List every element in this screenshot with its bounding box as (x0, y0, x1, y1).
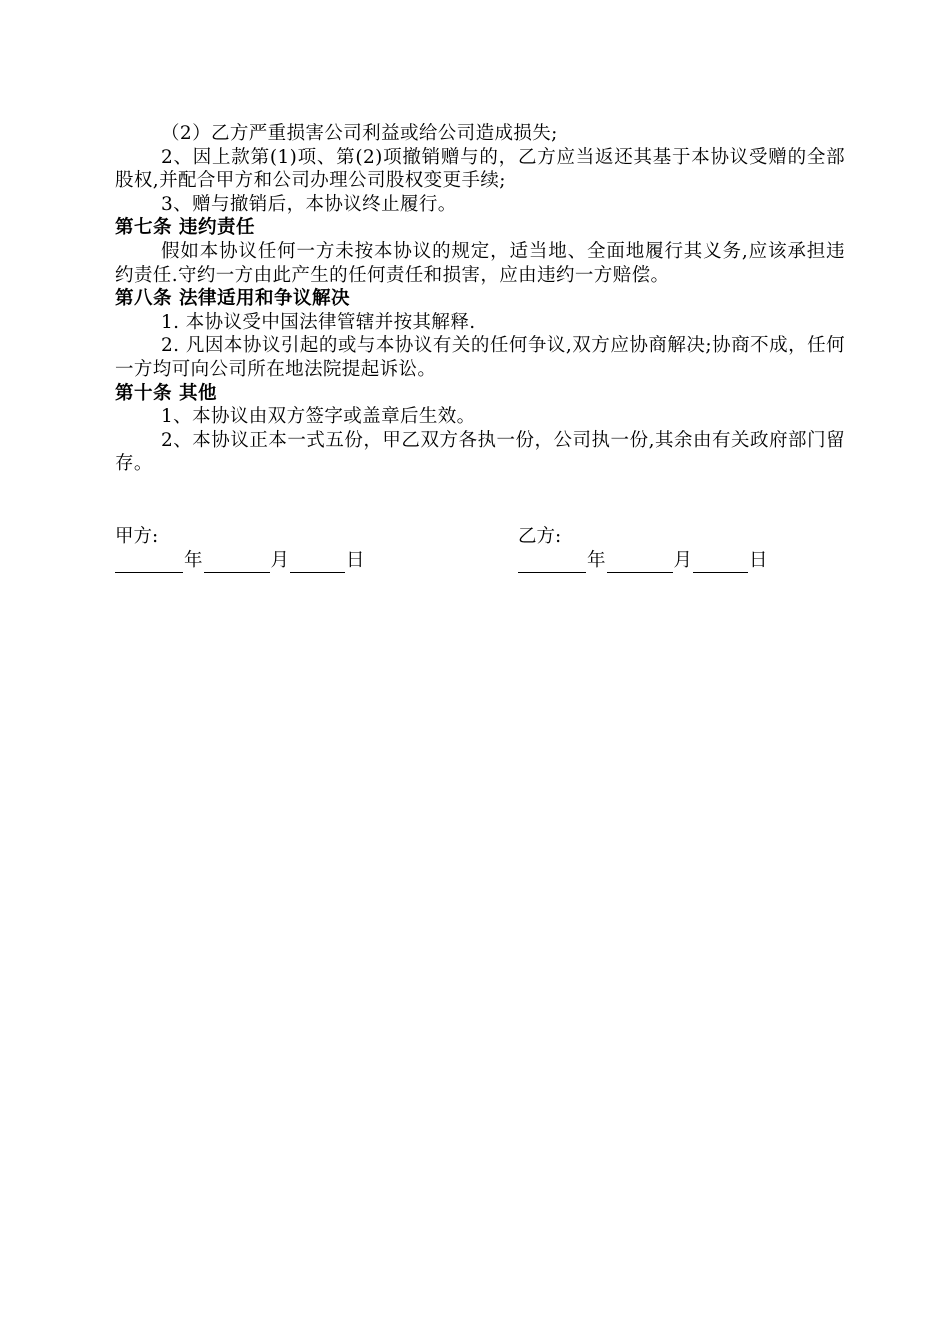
section-heading-article-10: 第十条 其他 (115, 382, 217, 404)
clause-breach-liability: 假如本协议任何一方未按本协议的规定，适当地、全面地履行其义务,应该承担违约责任.守约一方由此产生的任何责任和损害，应由违约一方赔偿。 (115, 240, 845, 286)
party-a-day-unit: 日 (346, 550, 365, 571)
party-a-day-blank (290, 554, 345, 573)
party-b-month-blank (607, 554, 673, 573)
document-body (115, 122, 845, 476)
party-a-month-unit: 月 (270, 550, 290, 571)
party-b-year-blank (518, 554, 586, 573)
party-b-signature-block (518, 524, 848, 573)
clause-governing-law: 1. 本协议受中国法律管辖并按其解释. (161, 311, 476, 333)
party-a-date-line (115, 549, 495, 573)
party-b-month-unit: 月 (673, 550, 693, 571)
party-b-day-blank (693, 554, 748, 573)
section-heading-article-7: 第七条 违约责任 (115, 217, 255, 239)
clause-effectiveness: 1、本协议由双方签字或盖章后生效。 (161, 406, 476, 428)
party-b-label: 乙方: (518, 526, 562, 547)
party-b-year-unit: 年 (587, 550, 606, 571)
party-a-month-blank (204, 554, 270, 573)
party-b-date-line (518, 549, 848, 573)
section-heading-article-8: 第八条 法律适用和争议解决 (115, 288, 350, 310)
clause-item-termination: 3、赠与撤销后，本协议终止履行。 (161, 193, 457, 215)
clause-item-return-equity: 2、因上款第(1)项、第(2)项撤销赠与的，乙方应当返还其基于本协议受赠的全部股权,并配合甲方和公司办理公司股权变更手续; (115, 146, 845, 192)
clause-copies: 2、本协议正本一式五份，甲乙双方各执一份，公司执一份,其余由有关政府部门留存。 (115, 429, 845, 475)
party-b-day-unit: 日 (749, 550, 768, 571)
clause-dispute-resolution: 2. 凡因本协议引起的或与本协议有关的任何争议,双方应协商解决;协商不成，任何一方均可向公司所在地法院提起诉讼。 (115, 335, 845, 380)
party-a-label: 甲方: (115, 526, 159, 547)
party-a-signature-block (115, 524, 495, 573)
party-a-year-unit: 年 (184, 550, 203, 571)
clause-item-2-reason: （2）乙方严重损害公司利益或给公司造成损失; (161, 123, 558, 144)
party-a-year-blank (115, 554, 183, 573)
